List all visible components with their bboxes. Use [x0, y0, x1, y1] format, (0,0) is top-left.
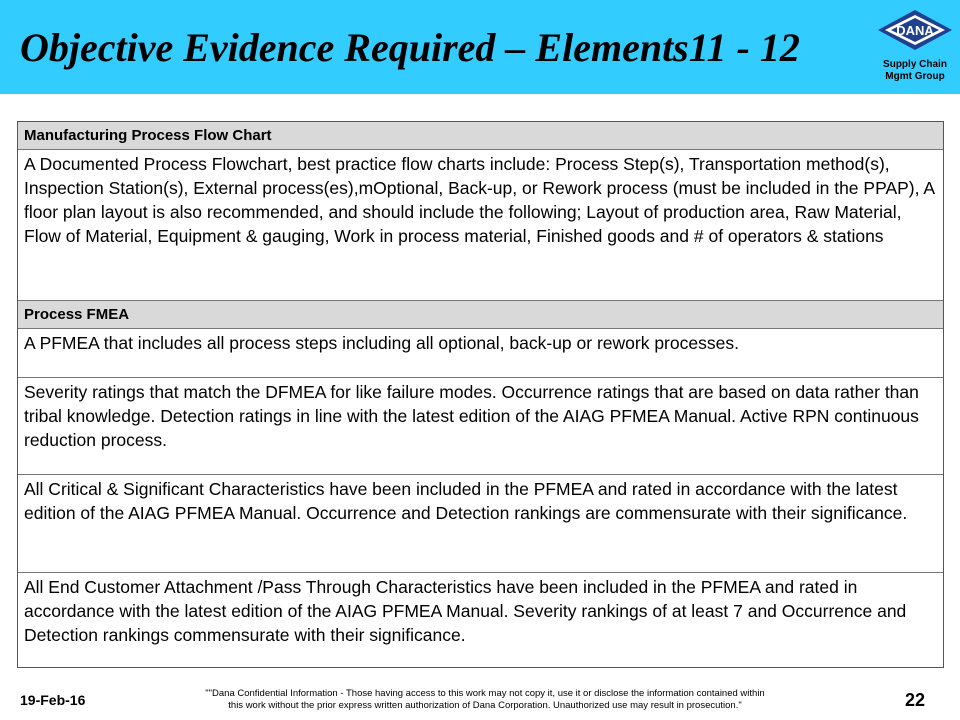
org-name	[872, 59, 958, 83]
pfmea-row-1: A PFMEA that includes all process steps including all optional, back-up or rework processes.	[18, 329, 943, 378]
org-line-1: Supply Chain	[883, 59, 947, 70]
confidentiality-line-1: ""Dana Confidential Information - Those having access to this work may not copy it, use it or disclose the information contained within	[205, 688, 765, 699]
pfmea-row-2: Severity ratings that match the DFMEA for like failure modes. Occurrence ratings that are based on data rather than tribal knowledge. Detection ratings in line with the latest edition of the AIAG PFMEA Manual. Active RPN continuous reduction process.	[18, 378, 943, 475]
dana-logo	[872, 8, 952, 88]
pfmea-row-3: All Critical & Significant Characteristics have been included in the PFMEA and rated in accordance with the latest edition of the AIAG PFMEA Manual. Occurrence and Detection rankings are commensurate with their significance.	[18, 475, 943, 573]
page-number: 22	[905, 690, 926, 710]
slide-header	[0, 0, 960, 94]
section-heading-pfmea: Process FMEA	[18, 301, 943, 329]
dana-logo-icon	[876, 8, 954, 52]
logo-wordmark: DANA	[896, 23, 934, 38]
section-heading-flow-chart: Manufacturing Process Flow Chart	[18, 122, 943, 150]
footer-date: 19-Feb-16	[20, 692, 86, 708]
confidentiality-notice	[165, 688, 805, 712]
flow-chart-description: A Documented Process Flowchart, best practice flow charts include: Process Step(s), Transportation method(s), Inspection Station(s), External process(es),mOptional, Back-up, or Rework process (must be included in the PPAP), A floor plan layout is also recommended, and should include the following; Layout of production area, Raw Material, Flow of Material, Equipment & gauging, Work in process material, Finished goods and # of operators & stations	[18, 150, 943, 301]
pfmea-row-4: All End Customer Attachment /Pass Through Characteristics have been included in the PFMEA and rated in accordance with the latest edition of the AIAG PFMEA Manual. Severity rankings of at least 7 and Occurrence and Detection rankings commensurate with their significance.	[24, 577, 907, 645]
requirements-table	[17, 121, 944, 668]
confidentiality-line-2: this work without the prior express written authorization of Dana Corporation. Unauthorized use may result in prosecution."	[228, 700, 742, 711]
slide-title: Objective Evidence Required – Elements11 - 12	[20, 25, 800, 70]
org-line-2: Mgmt Group	[885, 71, 945, 82]
